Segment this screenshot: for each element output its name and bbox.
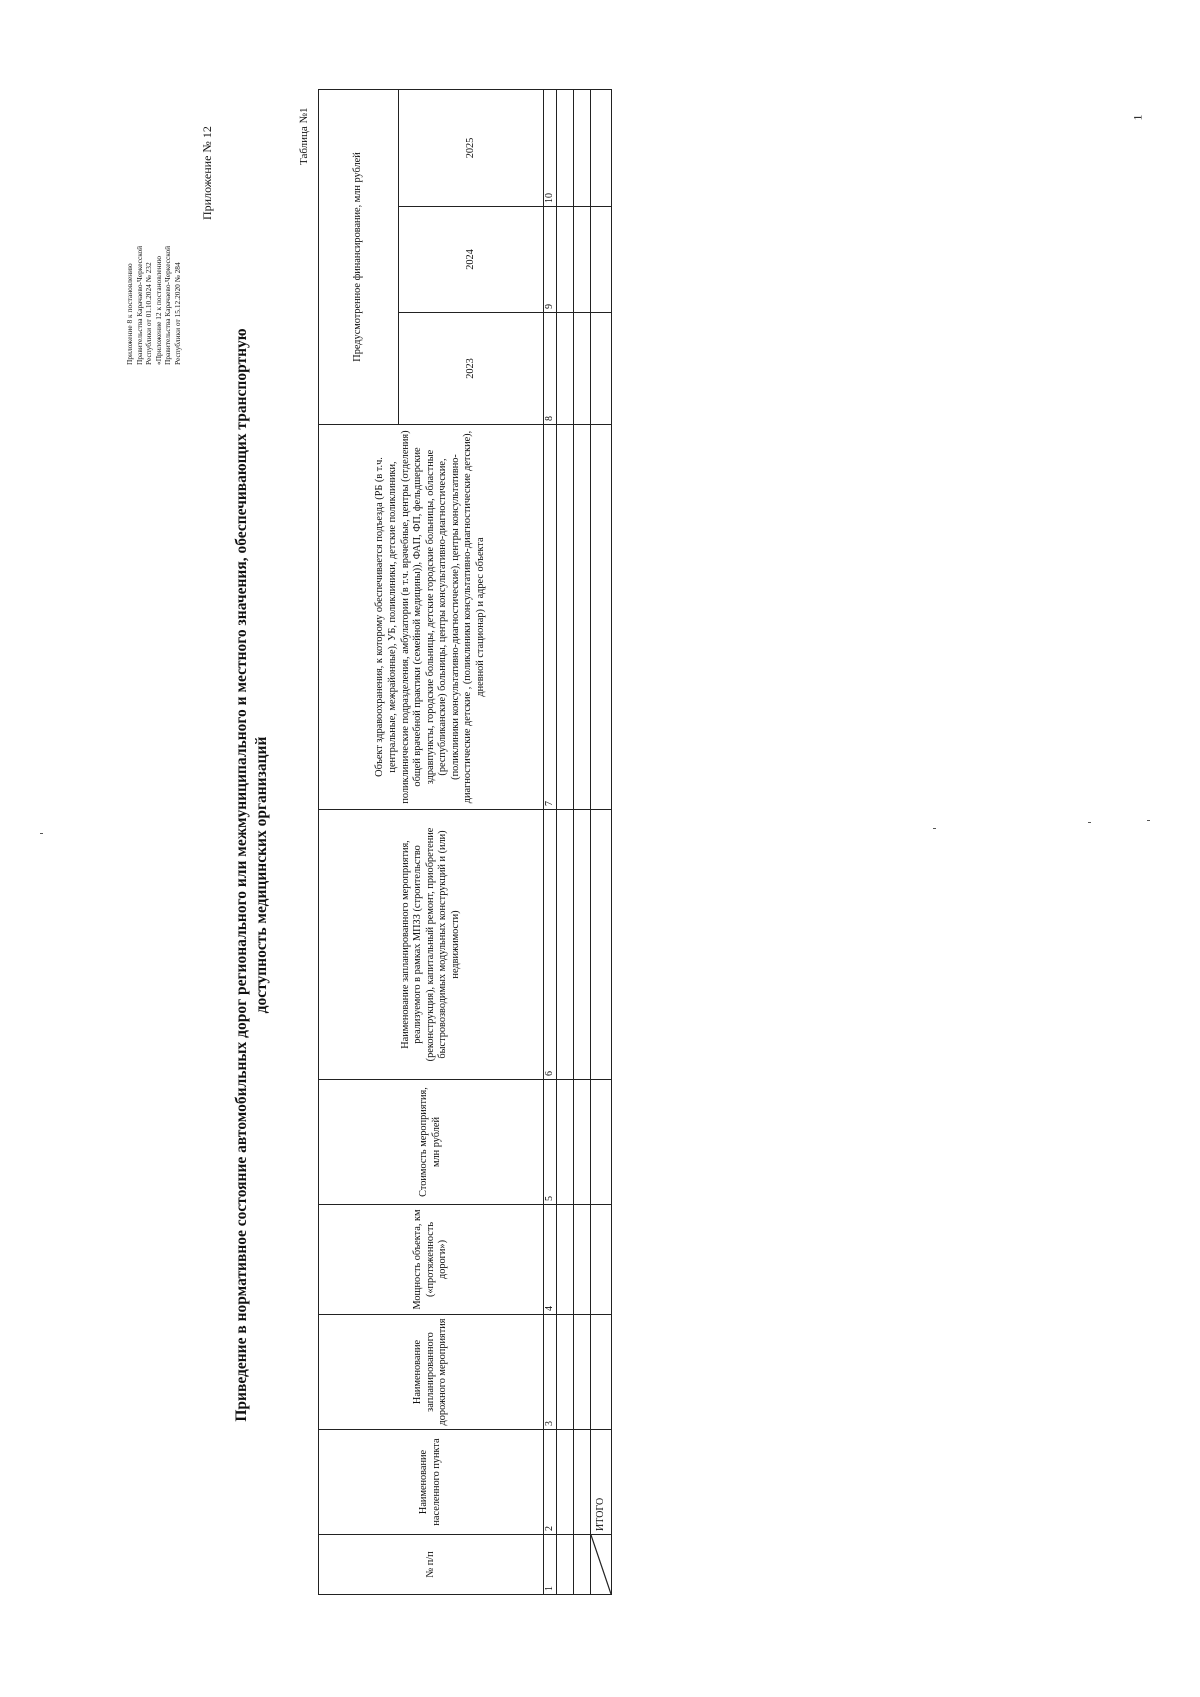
empty-cell <box>574 1080 591 1205</box>
empty-cell <box>574 89 591 206</box>
header-year-2023: 2023 <box>399 313 544 425</box>
header-mpzz-activity: Наименование запланированного мероприятия, реализуемого в рамках МПЗЗ (строительство (реконструкция), капитальный ремонт, приобретение быстровозводимых модульных конструкций и (или) недвижимости) <box>319 810 544 1080</box>
empty-cell <box>591 425 612 810</box>
empty-cell <box>591 313 612 425</box>
empty-cell <box>557 89 574 206</box>
empty-cell <box>557 313 574 425</box>
empty-cell <box>591 810 612 1080</box>
approval-line: Правительства Карачаево-Черкесской <box>134 245 144 365</box>
header-number: № п/п <box>319 1535 544 1595</box>
approval-line: Республики от 01.10.2024 № 232 <box>144 262 153 365</box>
empty-cell <box>574 1315 591 1430</box>
title-line-2: доступность медицинских организаций <box>253 736 270 1014</box>
header-road-activity: Наименование запланированного дорожного мероприятия <box>319 1315 544 1430</box>
approval-stamp-block <box>125 115 182 365</box>
column-number: 6 <box>544 810 557 1080</box>
column-number: 7 <box>544 425 557 810</box>
funding-table <box>318 89 612 1595</box>
header-row-top <box>319 89 399 1594</box>
column-number: 5 <box>544 1080 557 1205</box>
total-row <box>591 89 612 1594</box>
column-number: 2 <box>544 1430 557 1535</box>
table-label: Таблица №1 <box>298 107 310 165</box>
header-funding-group: Предусмотренное финансирование, млн рублей <box>319 89 399 424</box>
empty-cell <box>574 313 591 425</box>
empty-cell <box>557 425 574 810</box>
empty-cell <box>591 207 612 313</box>
empty-cell <box>574 207 591 313</box>
empty-cell <box>574 810 591 1080</box>
scan-speck <box>40 833 43 834</box>
total-diagonal-cell <box>591 1535 612 1595</box>
empty-cell <box>557 810 574 1080</box>
title-line-1: Приведение в нормативное состояние автомобильных дорог регионального или межмуниципального и местного значения, обеспечивающих транспортную <box>233 328 250 1422</box>
column-number: 9 <box>544 207 557 313</box>
empty-cell <box>574 1205 591 1315</box>
approval-line: «Приложение 12 к постановлению <box>153 255 163 365</box>
header-year-2024: 2024 <box>399 207 544 313</box>
empty-cell <box>557 1535 574 1595</box>
column-number: 8 <box>544 313 557 425</box>
empty-cell <box>574 1430 591 1535</box>
empty-cell <box>557 1080 574 1205</box>
empty-cell <box>574 1535 591 1595</box>
empty-cell <box>591 1205 612 1315</box>
empty-cell <box>591 1315 612 1430</box>
approval-line: Правительства Карачаево-Черкесской <box>163 245 172 365</box>
empty-cell <box>557 1430 574 1535</box>
empty-cell <box>591 89 612 206</box>
empty-cell <box>574 425 591 810</box>
empty-cell <box>557 1315 574 1430</box>
column-number: 3 <box>544 1315 557 1430</box>
diagonal-line <box>591 1535 611 1594</box>
empty-cell <box>591 1080 612 1205</box>
table-row <box>557 89 574 1594</box>
approval-line: Приложение 8 к постановлению <box>125 263 134 365</box>
empty-cell <box>557 207 574 313</box>
total-label: ИТОГО <box>591 1430 612 1535</box>
scan-speck <box>1088 822 1091 823</box>
header-settlement: Наименование населенного пункта <box>319 1430 544 1535</box>
scan-speck <box>933 828 936 829</box>
table-row <box>574 89 591 1594</box>
scan-speck <box>1147 820 1150 821</box>
column-number: 1 <box>544 1535 557 1595</box>
column-number: 10 <box>544 89 557 206</box>
approval-line: Республики от 15.12.2020 № 284 <box>172 262 182 365</box>
header-cost: Стоимость мероприятия, млн рублей <box>319 1080 544 1205</box>
header-year-2025: 2025 <box>399 89 544 206</box>
page-number: 1 <box>1130 114 1145 121</box>
column-number: 4 <box>544 1205 557 1315</box>
document-title <box>232 155 272 1595</box>
appendix-label: Приложение № 12 <box>200 126 214 220</box>
column-number-row <box>544 89 557 1594</box>
header-capacity: Мощность объекта, км («протяженность дороги») <box>319 1205 544 1315</box>
header-health-facility: Объект здравоохранения, к которому обеспечивается подъезда (РБ (в т.ч. центральные, межрайонные), УБ, поликлиники, детские поликлиники, поликлинические подразделения, амбулатории (в т.ч. врачебные, центры (отделения) общей врачебной практики (семейной медицины)), ФАП, ФП, фельдшерские здравпункты, городские больницы, детские городские больницы, областные (республиканские) больницы, центры консультативно-диагностические, (поликлиники консультативно-диагностические), центры консультативно-диагностические детские , (поликлиники консультативно-диагностические детские), дневной стационар) и адрес объекта <box>319 425 544 810</box>
empty-cell <box>557 1205 574 1315</box>
document-sheet <box>0 75 660 1635</box>
